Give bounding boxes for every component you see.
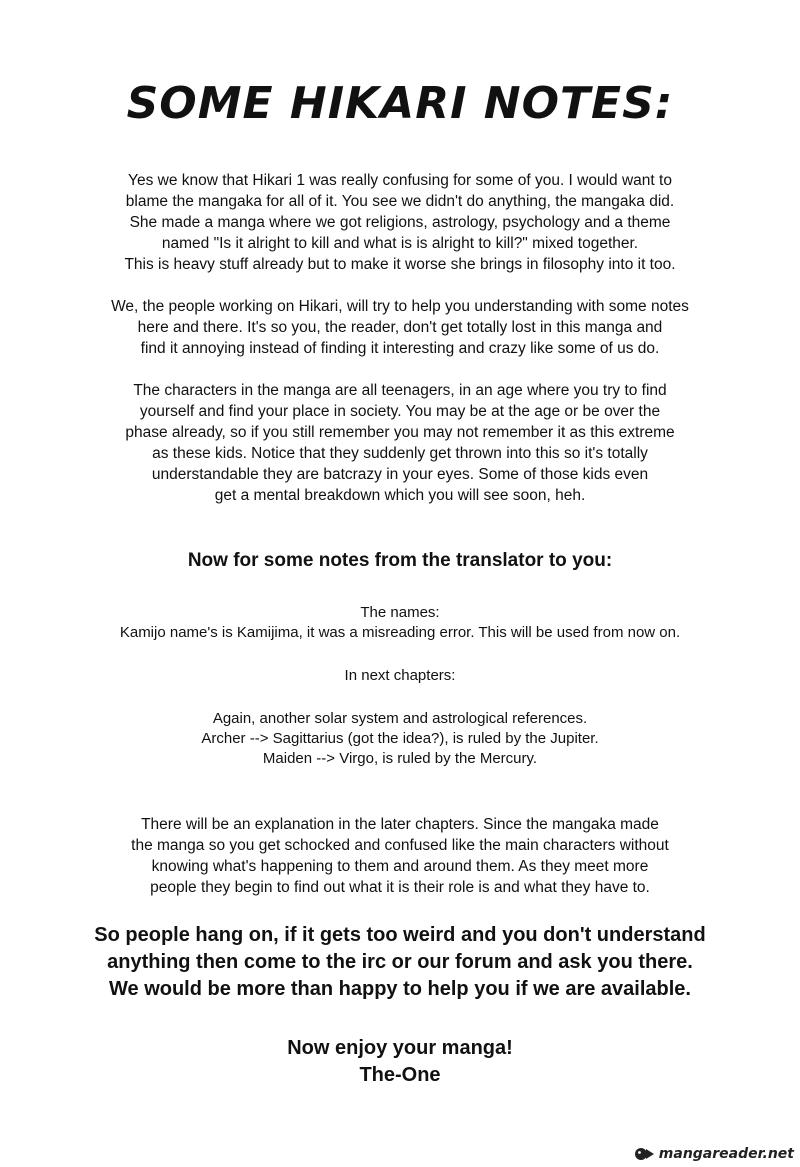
text-line: the manga so you get schocked and confused like the main characters without — [131, 837, 669, 854]
translator-heading: Now for some notes from the translator to you: — [187, 550, 613, 571]
text-line: The characters in the manga are all teenagers, in an age where you try to find — [133, 382, 667, 399]
signature: The-One — [359, 1064, 441, 1086]
intro-paragraph-2 — [40, 296, 760, 359]
text-line: as these kids. Notice that they suddenly get thrown into this so it's totally — [152, 445, 648, 462]
text-line: There will be an explanation in the later chapters. Since the mangaka made — [141, 816, 659, 833]
explanation-paragraph — [40, 814, 760, 898]
watermark — [633, 1145, 794, 1163]
text-line: find it annoying instead of finding it interesting and crazy like some of us do. — [140, 340, 660, 357]
text-line: She made a manga where we got religions, astrology, psychology and a theme — [129, 214, 671, 231]
intro-paragraph-1 — [40, 170, 760, 275]
text-line: Maiden --> Virgo, is ruled by the Mercury. — [262, 750, 538, 767]
text-line: Archer --> Sagittarius (got the idea?), is ruled by the Jupiter. — [201, 730, 599, 747]
names-text: Kamijo name's is Kamijima, it was a misreading error. This will be used from now on. — [119, 624, 681, 641]
text-line: yourself and find your place in society. You may be at the age or be over the — [139, 403, 661, 420]
text-line: blame the mangaka for all of it. You see we didn't do anything, the mangaka did. — [125, 193, 675, 210]
mangareader-logo-icon — [633, 1145, 655, 1163]
text-line: Yes we know that Hikari 1 was really confusing for some of you. I would want to — [128, 172, 672, 189]
intro-paragraph-3 — [40, 380, 760, 506]
names-note — [0, 603, 800, 643]
page-title: SOME HIKARI NOTES: — [126, 78, 674, 129]
text-line: here and there. It's so you, the reader, don't get totally lost in this manga and — [137, 319, 663, 336]
text-line: named "Is it alright to kill and what is is alright to kill?" mixed together. — [161, 235, 639, 252]
text-line: We would be more than happy to help you if we are available. — [109, 978, 691, 1000]
text-line: get a mental breakdown which you will see soon, heh. — [214, 487, 586, 504]
enjoy-line: Now enjoy your manga! — [287, 1037, 513, 1059]
closing-block — [0, 1035, 800, 1089]
text-line: understandable they are batcrazy in your eyes. Some of those kids even — [151, 466, 649, 483]
next-chapters-notes — [0, 709, 800, 769]
text-line: This is heavy stuff already but to make it worse she brings in filosophy into it too. — [124, 256, 676, 273]
names-label: The names: — [360, 604, 440, 621]
next-chapters-label-block — [0, 666, 800, 686]
text-line: anything then come to the irc or our forum and ask you there. — [107, 951, 693, 973]
hang-on-paragraph — [20, 922, 780, 1003]
text-line: So people hang on, if it gets too weird and you don't understand — [94, 924, 706, 946]
text-line: Again, another solar system and astrological references. — [212, 710, 588, 727]
text-line: We, the people working on Hikari, will try to help you understanding with some notes — [111, 298, 689, 315]
watermark-text: mangareader.net — [658, 1146, 794, 1162]
next-chapters-label: In next chapters: — [344, 667, 456, 684]
text-line: phase already, so if you still remember you may not remember it as this extreme — [125, 424, 675, 441]
text-line: knowing what's happening to them and around them. As they meet more — [151, 858, 649, 875]
text-line: people they begin to find out what it is their role is and what they have to. — [150, 879, 650, 896]
